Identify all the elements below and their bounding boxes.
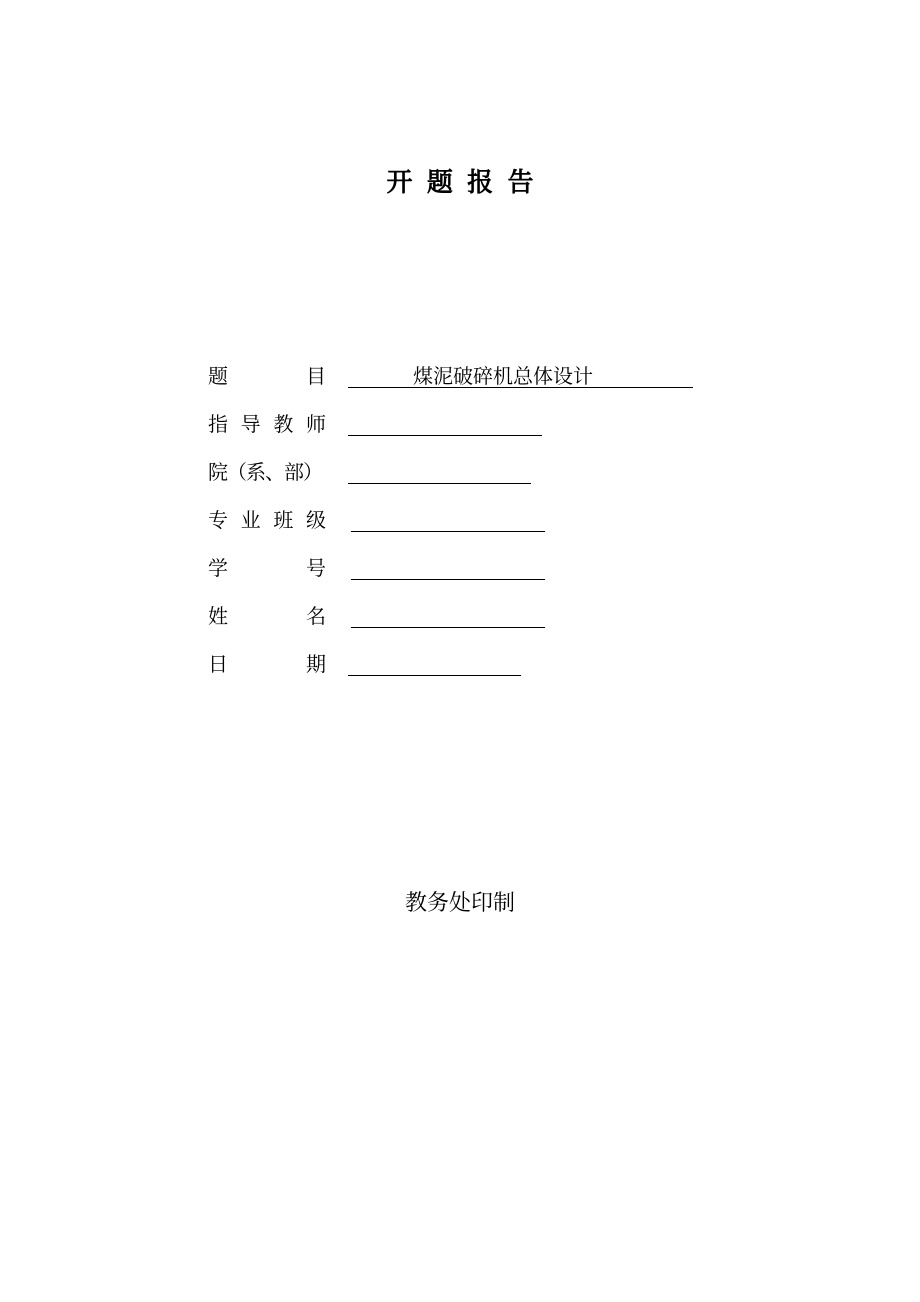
field-row-department (208, 457, 728, 487)
field-label-date: 日 期 (208, 652, 326, 676)
field-label-advisor: 指 导 教 师 (208, 412, 326, 436)
field-row-student-id (208, 553, 728, 583)
field-label-student-id: 学 号 (208, 556, 326, 580)
field-underline-advisor (348, 435, 542, 436)
field-underline-department (348, 483, 531, 484)
field-row-name (208, 601, 728, 631)
field-label-class: 专 业 班 级 (208, 508, 326, 532)
footer-issuer: 教务处印制 (404, 891, 515, 916)
field-row-advisor (208, 409, 728, 439)
field-row-topic (208, 361, 728, 391)
field-row-class (208, 505, 728, 535)
page-title: 开题报告 (386, 168, 548, 198)
field-label-department: 院（系、部） (208, 460, 322, 484)
field-label-topic: 题 目 (208, 364, 326, 388)
field-row-date (208, 649, 728, 679)
field-underline-class (351, 531, 545, 532)
field-label-name: 姓 名 (208, 604, 326, 628)
field-underline-date (348, 675, 521, 676)
field-underline-student-id (351, 579, 545, 580)
field-underline-name (351, 627, 545, 628)
field-value-topic: 煤泥破碎机总体设计 (413, 364, 593, 388)
